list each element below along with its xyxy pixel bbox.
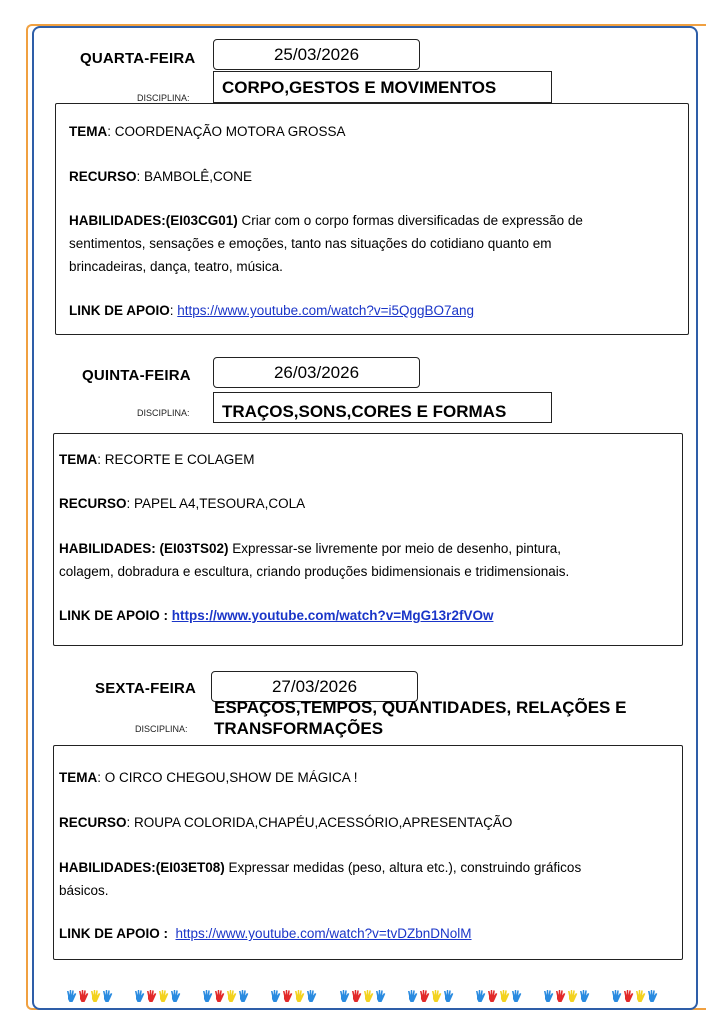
hand-icon	[134, 989, 145, 1003]
hand-icon	[270, 989, 281, 1003]
recurso-value: : ROUPA COLORIDA,CHAPÉU,ACESSÓRIO,APRESENTAÇÃO	[126, 815, 513, 830]
hand-icon	[375, 989, 386, 1003]
hand-icon	[555, 989, 566, 1003]
hand-group	[339, 989, 386, 1003]
link-separator	[168, 926, 176, 941]
habilidades-text: Expressar medidas (peso, altura etc.), construindo gráficos	[224, 860, 582, 875]
hand-icon	[499, 989, 510, 1003]
hand-icon	[238, 989, 249, 1003]
recurso-row	[69, 165, 252, 188]
day-label-quarta: QUARTA-FEIRA	[80, 50, 196, 67]
hand-icon	[431, 989, 442, 1003]
hand-group	[407, 989, 454, 1003]
habilidades-row	[69, 209, 583, 232]
hand-icon	[170, 989, 181, 1003]
hand-icon	[511, 989, 522, 1003]
habilidades-text-line2: colagem, dobradura e escultura, criando produções bidimensionais e tridimensionais.	[59, 564, 570, 579]
hand-icon	[226, 989, 237, 1003]
support-link[interactable]: https://www.youtube.com/watch?v=tvDZbnDNolM	[175, 926, 472, 941]
disciplina-label: DISCIPLINA:	[135, 724, 188, 734]
hand-icon	[543, 989, 554, 1003]
habilidades-text-line2: básicos.	[59, 883, 109, 898]
hand-group	[66, 989, 113, 1003]
tema-value: : O CIRCO CHEGOU,SHOW DE MÁGICA !	[97, 770, 358, 785]
habilidades-label: HABILIDADES:(EI03CG01)	[69, 213, 238, 228]
hand-icon	[623, 989, 634, 1003]
hand-icon	[66, 989, 77, 1003]
link-row	[69, 299, 474, 322]
habilidades-label: HABILIDADES: (EI03TS02)	[59, 541, 229, 556]
decorative-hands-border	[66, 985, 658, 1007]
recurso-value: : BAMBOLÊ,CONE	[136, 169, 253, 184]
hand-group	[611, 989, 658, 1003]
link-label: LINK DE APOIO :	[59, 608, 169, 623]
date-box-quarta: 25/03/2026	[213, 39, 420, 70]
link-row	[59, 604, 493, 627]
tema-row	[59, 448, 255, 471]
content-box-quarta	[55, 103, 689, 335]
recurso-row	[59, 811, 512, 834]
hand-icon	[146, 989, 157, 1003]
hand-icon	[487, 989, 498, 1003]
hand-group	[270, 989, 317, 1003]
hand-icon	[306, 989, 317, 1003]
hand-icon	[567, 989, 578, 1003]
hand-icon	[90, 989, 101, 1003]
disciplina-box-quarta: CORPO,GESTOS E MOVIMENTOS	[213, 71, 552, 103]
content-box-quinta	[53, 433, 683, 646]
tema-value: : COORDENAÇÃO MOTORA GROSSA	[107, 124, 346, 139]
habilidades-row	[59, 856, 581, 879]
hand-group	[543, 989, 590, 1003]
link-separator: :	[169, 303, 178, 318]
recurso-value: : PAPEL A4,TESOURA,COLA	[126, 496, 306, 511]
day-label-sexta: SEXTA-FEIRA	[95, 680, 197, 697]
support-link[interactable]: https://www.youtube.com/watch?v=i5QggBO7ang	[177, 303, 475, 318]
disciplina-title-line1: ESPAÇOS,TEMPOS, QUANTIDADES, RELAÇÕES E	[214, 698, 627, 717]
hand-icon	[363, 989, 374, 1003]
hand-icon	[647, 989, 658, 1003]
date-box-quinta: 26/03/2026	[213, 357, 420, 388]
hand-icon	[214, 989, 225, 1003]
day-label-quinta: QUINTA-FEIRA	[82, 367, 191, 384]
hand-group	[475, 989, 522, 1003]
hand-icon	[443, 989, 454, 1003]
tema-row	[69, 120, 346, 143]
date-box-sexta: 27/03/2026	[211, 671, 418, 702]
hand-icon	[407, 989, 418, 1003]
hand-icon	[202, 989, 213, 1003]
content-box-sexta	[53, 745, 683, 960]
link-label: LINK DE APOIO :	[59, 926, 169, 941]
hand-icon	[158, 989, 169, 1003]
habilidades-text: Expressar-se livremente por meio de desenho, pintura,	[228, 541, 561, 556]
tema-value: : RECORTE E COLAGEM	[97, 452, 255, 467]
hand-icon	[294, 989, 305, 1003]
hand-icon	[475, 989, 486, 1003]
link-row	[59, 922, 472, 945]
hand-group	[134, 989, 181, 1003]
hand-icon	[635, 989, 646, 1003]
tema-label: TEMA	[59, 452, 98, 467]
link-label: LINK DE APOIO	[69, 303, 170, 318]
habilidades-text-line3: brincadeiras, dança, teatro, música.	[69, 259, 283, 274]
hand-icon	[102, 989, 113, 1003]
tema-row	[59, 766, 358, 789]
hand-group	[202, 989, 249, 1003]
recurso-label: RECURSO	[59, 496, 127, 511]
hand-icon	[579, 989, 590, 1003]
support-link[interactable]: https://www.youtube.com/watch?v=MgG13r2fVOw	[171, 608, 494, 623]
disciplina-title-line2: TRANSFORMAÇÕES	[214, 719, 384, 738]
recurso-row	[59, 492, 305, 515]
hand-icon	[419, 989, 430, 1003]
hand-icon	[611, 989, 622, 1003]
hand-icon	[339, 989, 350, 1003]
habilidades-row	[59, 537, 561, 560]
tema-label: TEMA	[59, 770, 98, 785]
recurso-label: RECURSO	[59, 815, 127, 830]
recurso-label: RECURSO	[69, 169, 137, 184]
tema-label: TEMA	[69, 124, 108, 139]
habilidades-text: Criar com o corpo formas diversificadas de expressão de	[237, 213, 583, 228]
disciplina-label: DISCIPLINA:	[137, 408, 190, 418]
hand-icon	[282, 989, 293, 1003]
habilidades-text-line2: sentimentos, sensações e emoções, tanto nas situações do cotidiano quanto em	[69, 236, 552, 251]
disciplina-label: DISCIPLINA:	[137, 93, 190, 103]
disciplina-box-quinta: TRAÇOS,SONS,CORES E FORMAS	[213, 392, 552, 423]
hand-icon	[78, 989, 89, 1003]
habilidades-label: HABILIDADES:(EI03ET08)	[59, 860, 225, 875]
hand-icon	[351, 989, 362, 1003]
